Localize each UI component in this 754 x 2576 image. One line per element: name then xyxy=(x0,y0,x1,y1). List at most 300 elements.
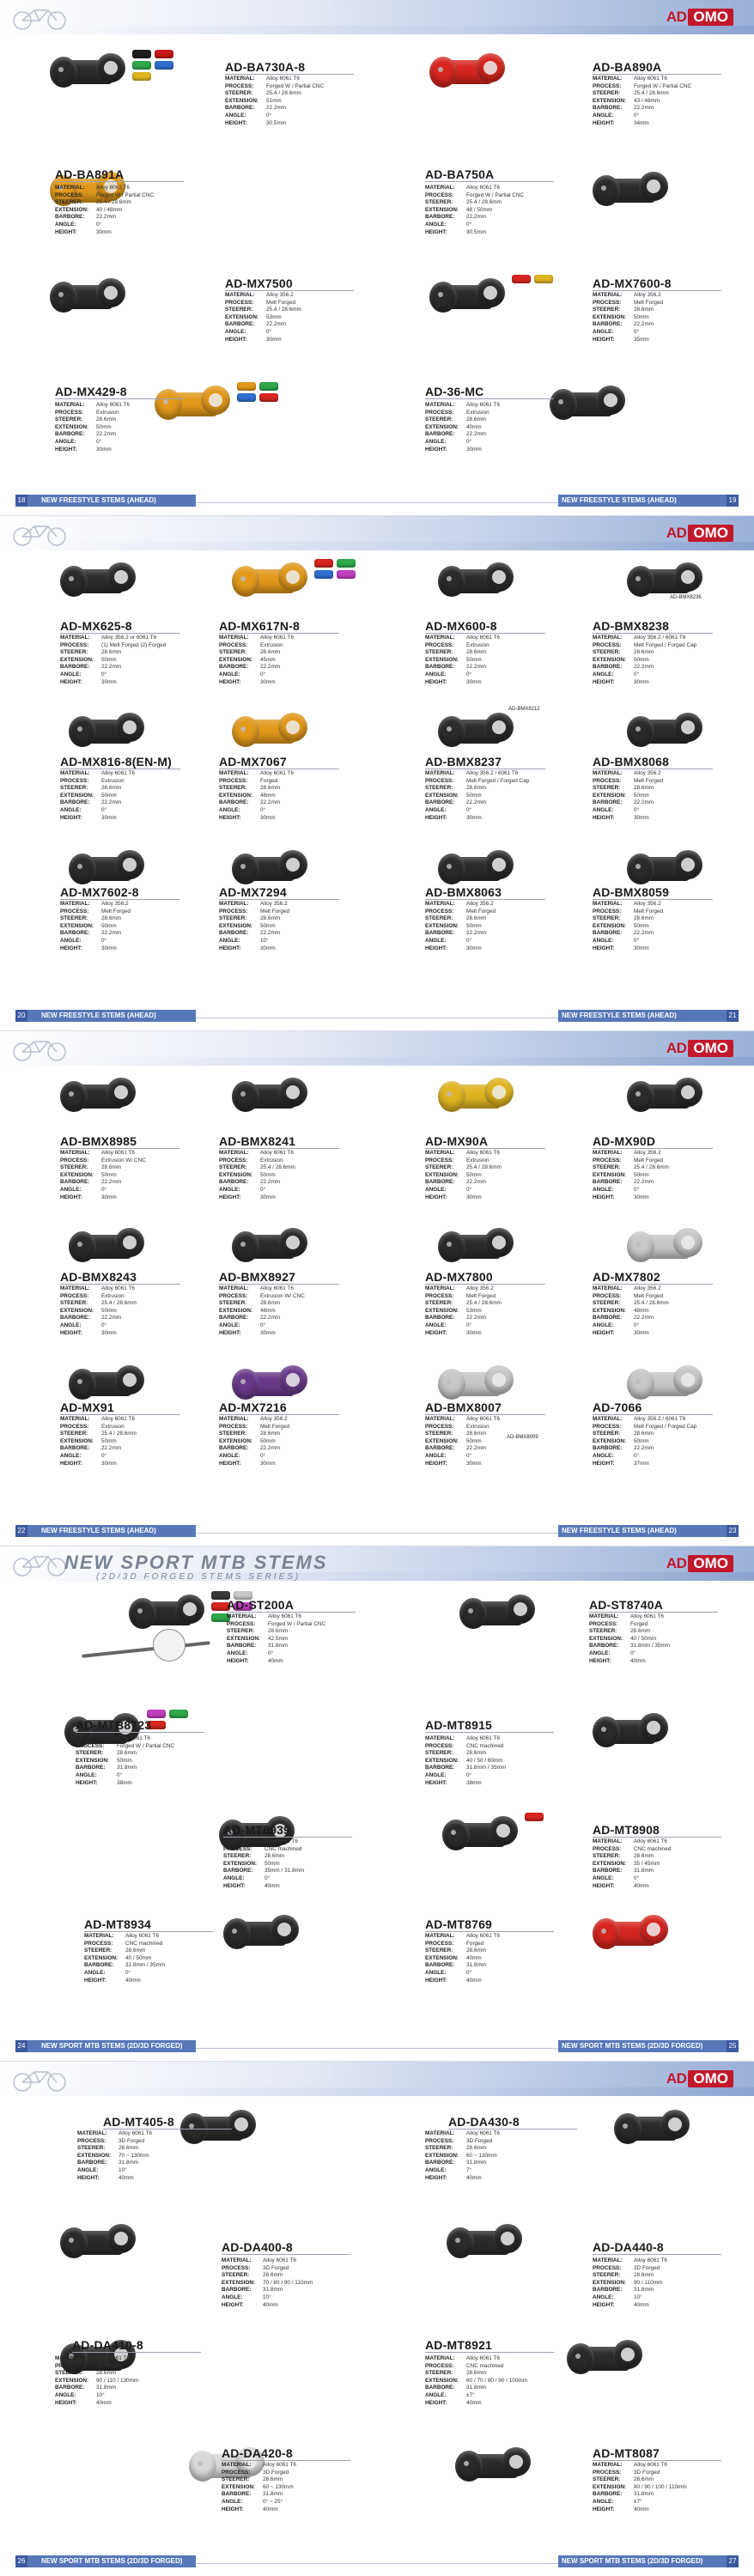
product-code: AD-MT8921 xyxy=(425,2338,493,2352)
spec-value: 25.4 / 28.6mm xyxy=(266,307,301,313)
spec-label: ANGLE: xyxy=(60,1321,82,1328)
steerer-clamp xyxy=(60,566,88,597)
color-variant-swatch xyxy=(237,393,256,402)
spec-value: 48 / 50mm xyxy=(466,206,493,213)
spec-row xyxy=(60,915,131,923)
steerer-clamp xyxy=(438,854,465,884)
spec-label: PROCESS: xyxy=(77,2137,106,2144)
bar-bore-hole xyxy=(234,2117,248,2131)
stem-product-image xyxy=(593,1710,668,1751)
product-code: AD-BMX8063 xyxy=(425,885,502,899)
spec-value: Melt Forged xyxy=(101,908,131,914)
spec-label: PROCESS: xyxy=(222,2264,251,2271)
spec-label: BARBORE: xyxy=(425,799,455,806)
spec-row xyxy=(77,2130,152,2138)
spec-row xyxy=(222,2491,296,2499)
bolt-hole xyxy=(601,1929,606,1934)
spec-value: 28.6mm xyxy=(260,1300,281,1307)
spec-value: 40mm xyxy=(466,423,482,430)
spec-value: 10° xyxy=(96,2391,105,2398)
stem-product-image xyxy=(129,1591,204,1632)
spec-label: PROCESS: xyxy=(55,409,84,416)
spec-label: PROCESS: xyxy=(593,1292,622,1299)
spec-label: HEIGHT: xyxy=(219,814,241,821)
product-code: AD-ST200A xyxy=(227,1598,295,1612)
spec-value: 28.6mm xyxy=(630,1628,651,1635)
spec-label: MATERIAL: xyxy=(425,1285,455,1291)
spec-row xyxy=(425,2175,500,2183)
spec-value: Extrusion W/ CNC xyxy=(260,1292,305,1299)
spec-row xyxy=(593,785,663,793)
spec-table xyxy=(593,770,663,822)
spec-label: HEIGHT: xyxy=(60,678,82,685)
spec-label: PROCESS: xyxy=(55,191,84,198)
spec-row xyxy=(223,1868,304,1875)
spec-label: BARBORE: xyxy=(60,664,90,671)
spec-row xyxy=(219,1322,305,1330)
spec-label: MATERIAL: xyxy=(222,2257,252,2263)
footer-left xyxy=(15,1010,196,1022)
steerer-clamp xyxy=(232,1231,259,1262)
spec-row xyxy=(55,2355,138,2363)
spec-label: MATERIAL: xyxy=(60,1285,90,1291)
spec-row xyxy=(593,76,691,83)
brand-logo-omo: OMO xyxy=(688,9,733,26)
spec-value: 22.2mm xyxy=(466,214,487,221)
spec-row xyxy=(60,807,135,815)
spec-row xyxy=(593,915,663,923)
bolt-hole xyxy=(438,292,443,297)
spec-label: HEIGHT: xyxy=(60,814,82,821)
stem-product-image xyxy=(223,1911,299,1953)
spec-value: Extrusion xyxy=(101,1423,125,1430)
spec-row xyxy=(593,1322,669,1330)
spec-row xyxy=(593,83,691,91)
spec-table xyxy=(593,2257,667,2309)
spec-value: 50mm xyxy=(101,1171,117,1178)
stem-product-image xyxy=(232,847,307,888)
spec-row xyxy=(425,635,500,642)
spec-value: Alloy 356.2 or 6061 T6 xyxy=(101,635,157,641)
spec-label: PROCESS: xyxy=(219,641,248,648)
spec-value: Alloy 6061 T6 xyxy=(634,2462,667,2468)
spec-value: 28.6mm xyxy=(466,2370,487,2377)
spec-label: ANGLE: xyxy=(593,1186,614,1193)
spec-row xyxy=(219,807,294,815)
spec-label: PROCESS: xyxy=(593,1157,622,1163)
spec-value: 60 / 70 / 80 / 90 / 100mm xyxy=(466,2377,528,2384)
spec-row xyxy=(425,901,496,908)
color-variant-swatch xyxy=(259,382,278,391)
steerer-clamp xyxy=(232,1369,259,1400)
spec-label: MATERIAL: xyxy=(593,2257,623,2263)
spec-row xyxy=(425,1978,500,1985)
color-variant-swatch xyxy=(512,275,531,283)
spec-row xyxy=(425,793,529,800)
catalog-page xyxy=(0,1030,754,1546)
spec-value: Alloy 6061 T6 xyxy=(263,2257,296,2263)
spec-value: 30mm xyxy=(634,1329,649,1336)
spec-row xyxy=(219,671,294,679)
spec-row xyxy=(593,1838,671,1846)
spec-row xyxy=(77,2160,152,2167)
spec-label: HEIGHT: xyxy=(425,1977,447,1984)
spec-label: HEIGHT: xyxy=(593,119,615,126)
spec-value: Melt Forged xyxy=(634,777,664,784)
stem-product-image xyxy=(60,1074,136,1115)
bolt-hole xyxy=(635,726,641,732)
stem-product-image xyxy=(627,709,702,750)
spec-label: BARBORE: xyxy=(219,1315,249,1321)
spec-row xyxy=(593,90,691,98)
spec-value: 31.8mm xyxy=(96,2385,117,2391)
spec-row xyxy=(593,2499,687,2506)
spec-label: HEIGHT: xyxy=(55,446,77,453)
spec-row xyxy=(593,2462,687,2470)
steerer-clamp xyxy=(155,389,182,420)
spec-value: 28.6mm xyxy=(466,1947,487,1954)
footer-left xyxy=(15,2040,196,2052)
spec-value: 50mm xyxy=(260,1437,276,1444)
spec-label: MATERIAL: xyxy=(219,770,249,776)
spec-value: 30mm xyxy=(634,945,649,951)
spec-row xyxy=(227,1643,325,1650)
steerer-clamp xyxy=(627,566,654,597)
spec-label: BARBORE: xyxy=(425,214,455,221)
spec-value: 0° xyxy=(466,1771,472,1778)
brand-logo-ad: AD xyxy=(666,525,687,541)
spec-row xyxy=(425,2355,527,2363)
bar-bore-hole xyxy=(492,858,506,872)
spec-value: 25.4 / 28.6mm xyxy=(634,1164,669,1171)
spec-row xyxy=(425,1179,502,1187)
spec-table xyxy=(84,1933,165,1984)
spec-label: ANGLE: xyxy=(425,1186,447,1193)
brand-logo xyxy=(666,1555,733,1572)
spec-row xyxy=(425,1765,506,1772)
product-code: AD-BMX8927 xyxy=(219,1270,296,1284)
spec-row xyxy=(425,1438,500,1446)
spec-value: 50mm xyxy=(117,1757,132,1764)
spec-label: EXTENSION: xyxy=(219,1437,253,1444)
spec-row xyxy=(425,938,496,945)
spec-value: 50mm xyxy=(101,922,117,929)
spec-value: Alloy 6061 T6 xyxy=(101,1150,135,1156)
spec-label: ANGLE: xyxy=(227,1649,248,1656)
product-code-underline xyxy=(425,899,545,900)
spec-row xyxy=(219,642,294,650)
spec-label: BARBORE: xyxy=(219,930,249,937)
product-code-underline xyxy=(55,181,184,182)
spec-row xyxy=(425,1780,506,1788)
spec-value: 30mm xyxy=(466,814,482,821)
spec-row xyxy=(84,1941,165,1948)
spec-row xyxy=(223,1838,304,1846)
spec-value: 31.8mm xyxy=(466,2160,487,2166)
spec-row xyxy=(60,1453,137,1461)
spec-label: ANGLE: xyxy=(55,221,76,228)
spec-row xyxy=(425,1322,502,1330)
spec-label: BARBORE: xyxy=(425,1179,455,1186)
spec-row xyxy=(223,1883,304,1891)
spec-value: CNC machined xyxy=(466,1742,504,1749)
product-code-underline xyxy=(222,2460,350,2461)
spec-label: ANGLE: xyxy=(593,112,614,118)
spec-label: MATERIAL: xyxy=(593,1838,623,1844)
stem-product-image xyxy=(627,1074,702,1115)
spec-row xyxy=(593,1293,669,1301)
spec-value: 30mm xyxy=(101,1194,117,1200)
spec-row xyxy=(593,1424,696,1431)
spec-table xyxy=(593,1838,671,1890)
spec-value: 0° xyxy=(634,1186,640,1193)
spec-row xyxy=(77,2153,152,2160)
product-code-underline xyxy=(60,633,180,634)
spec-value: 22.2mm xyxy=(466,664,487,671)
spec-label: BARBORE: xyxy=(593,105,623,112)
product-code-underline xyxy=(593,74,721,75)
spec-label: STEERER: xyxy=(593,785,621,792)
spec-label: STEERER: xyxy=(593,1164,621,1171)
spec-row xyxy=(60,901,131,908)
spec-value: 25.4 / 28.6mm xyxy=(260,1164,295,1171)
spec-row xyxy=(60,815,135,823)
spec-value: Alloy 356.2 xyxy=(634,1285,661,1291)
spec-value: 22.2mm xyxy=(466,1179,487,1186)
spec-table xyxy=(425,635,500,686)
footer-section-label: NEW SPORT MTB STEMS (2D/3D FORGED) xyxy=(562,2042,703,2050)
spec-value: Alloy 356.2 xyxy=(466,901,494,907)
spec-value: 30mm xyxy=(96,446,112,453)
spec-value: 22.2mm xyxy=(634,321,654,328)
spec-row xyxy=(425,1194,502,1202)
spec-value: 90 / 110mm xyxy=(634,2279,663,2286)
spec-label: ANGLE: xyxy=(425,806,447,813)
spec-label: ANGLE: xyxy=(425,937,447,944)
product-code-underline xyxy=(219,1148,339,1149)
spec-label: ANGLE: xyxy=(425,221,447,228)
spec-value: 50mm xyxy=(634,313,649,320)
spec-label: EXTENSION: xyxy=(55,2377,89,2384)
spec-row xyxy=(55,447,130,454)
spec-table xyxy=(593,635,696,686)
spec-value: 35mm xyxy=(634,336,649,343)
spec-label: HEIGHT: xyxy=(60,1194,82,1200)
spec-value: 31.8mm xyxy=(263,2491,283,2498)
page-number: 27 xyxy=(727,2555,739,2567)
spec-row xyxy=(593,1150,669,1157)
spec-label: MATERIAL: xyxy=(425,635,455,641)
product-code-underline xyxy=(425,633,545,634)
spec-row xyxy=(55,416,130,424)
spec-label: BARBORE: xyxy=(593,930,623,937)
spec-value: 0° xyxy=(466,1186,472,1193)
product-code-underline xyxy=(55,398,184,399)
spec-table xyxy=(219,770,294,822)
spec-label: ANGLE: xyxy=(76,1771,97,1778)
spec-label: ANGLE: xyxy=(593,1452,614,1459)
spec-value: Alloy 6061 T6 xyxy=(466,1416,500,1422)
product-code: AD-MT8939 xyxy=(223,1823,291,1837)
spec-row xyxy=(55,2392,138,2400)
spec-value: 30mm xyxy=(260,1329,276,1336)
spec-row xyxy=(219,635,294,642)
brand-logo xyxy=(666,9,733,26)
stem-product-image xyxy=(627,847,702,888)
spec-value: 34mm xyxy=(634,119,649,126)
spec-label: BARBORE: xyxy=(55,214,85,221)
spec-label: PROCESS: xyxy=(425,409,454,416)
spec-row xyxy=(223,1875,304,1883)
spec-row xyxy=(55,214,154,222)
spec-row xyxy=(425,1300,502,1308)
spec-table xyxy=(593,1150,669,1201)
spec-label: HEIGHT: xyxy=(425,228,447,235)
spec-row xyxy=(425,2363,527,2371)
spec-row xyxy=(593,799,663,807)
spec-label: PROCESS: xyxy=(76,1742,105,1749)
stem-product-image xyxy=(232,1074,307,1115)
spec-value: 43 / 48mm xyxy=(634,97,660,104)
spec-label: HEIGHT: xyxy=(60,945,82,951)
stem-product-image xyxy=(627,1224,702,1266)
spec-value: 28.6mm xyxy=(634,2272,654,2279)
spec-row xyxy=(225,112,324,120)
bolt-hole xyxy=(69,576,74,581)
steerer-clamp xyxy=(232,1081,259,1112)
product-code: AD-MX7800 xyxy=(425,1270,493,1284)
spec-value: Alloy 6061 T6 xyxy=(119,2130,152,2136)
spec-value: 53mm xyxy=(466,1307,482,1314)
product-code-underline xyxy=(60,1414,180,1415)
spec-row xyxy=(60,635,166,642)
spec-row xyxy=(425,1150,502,1157)
steerer-clamp xyxy=(50,57,77,88)
spec-label: HEIGHT: xyxy=(222,2301,244,2308)
spec-value: 3D Forged xyxy=(96,2362,123,2369)
spec-row xyxy=(593,1179,669,1187)
steerer-clamp xyxy=(438,1081,465,1112)
stem-product-image xyxy=(438,1074,514,1115)
spec-label: EXTENSION: xyxy=(593,1860,627,1867)
bolt-hole xyxy=(635,1379,641,1384)
spec-label: MATERIAL: xyxy=(77,2130,107,2136)
spec-value: 30mm xyxy=(466,678,482,685)
spec-table xyxy=(219,1150,295,1201)
product-code: AD-BMX8059 xyxy=(593,885,670,899)
spec-row xyxy=(593,1453,696,1461)
bar-bore-hole xyxy=(681,1373,695,1387)
spec-value: 31.8mm xyxy=(466,2385,487,2391)
spec-label: BARBORE: xyxy=(593,2287,623,2293)
spec-value: 50mm xyxy=(466,1171,482,1178)
spec-label: PROCESS: xyxy=(589,1620,618,1627)
spec-label: EXTENSION: xyxy=(60,1171,94,1178)
spec-row xyxy=(593,1172,669,1180)
spec-row xyxy=(55,402,130,410)
spec-row xyxy=(593,321,663,329)
spec-row xyxy=(593,1438,696,1446)
spec-label: STEERER: xyxy=(225,307,253,313)
spec-row xyxy=(425,1157,502,1165)
spec-value: Alloy 356.2 xyxy=(634,1150,661,1156)
footer-section-label: NEW FREESTYLE STEMS (AHEAD) xyxy=(41,1012,156,1019)
spec-row xyxy=(84,1933,165,1941)
spec-row xyxy=(593,793,663,800)
product-code: AD-DA400-8 xyxy=(222,2240,293,2254)
spec-label: STEERER: xyxy=(84,1947,112,1954)
product-code-underline xyxy=(84,1931,213,1932)
spec-label: MATERIAL: xyxy=(593,1416,623,1422)
spec-value: 3D Forged xyxy=(466,2137,493,2144)
spec-value: 0° xyxy=(466,1321,472,1328)
spec-value: CNC machined xyxy=(125,1940,163,1947)
steerer-clamp xyxy=(69,716,96,747)
spec-label: PROCESS: xyxy=(225,299,254,306)
spec-value: 28.6mm xyxy=(634,1853,654,1860)
bar-bore-hole xyxy=(681,570,695,584)
bolt-hole xyxy=(468,1608,473,1613)
spec-value: 37mm xyxy=(634,1460,649,1467)
spec-label: MATERIAL: xyxy=(60,770,90,776)
spec-row xyxy=(593,938,663,945)
spec-row xyxy=(425,229,524,237)
stem-product-image xyxy=(69,847,144,888)
spec-label: ANGLE: xyxy=(60,1452,82,1459)
spec-label: EXTENSION: xyxy=(425,792,459,799)
stem-product-image xyxy=(447,2221,522,2262)
spec-value: 22.2mm xyxy=(260,1179,281,1186)
product-code: AD-36-MC xyxy=(425,385,484,398)
spec-label: HEIGHT: xyxy=(77,2174,100,2181)
spec-label: ANGLE: xyxy=(593,328,614,335)
spec-label: ANGLE: xyxy=(84,1969,106,1976)
spec-label: HEIGHT: xyxy=(227,1657,249,1664)
product-code: AD-DA410-8 xyxy=(72,2338,143,2352)
spec-value: 28.6mm xyxy=(634,307,654,313)
spec-row xyxy=(84,1955,165,1963)
spec-row xyxy=(589,1650,670,1658)
spec-label: EXTENSION: xyxy=(593,97,627,104)
spec-row xyxy=(425,402,500,410)
color-variant-swatch xyxy=(132,50,151,58)
spec-label: EXTENSION: xyxy=(425,922,459,929)
spec-value: 0° xyxy=(101,806,107,813)
spec-row xyxy=(425,1315,502,1322)
product-code: AD-MX816-8(EN-M) xyxy=(60,755,172,769)
spec-label: BARBORE: xyxy=(589,1643,619,1649)
spec-label: MATERIAL: xyxy=(425,2130,455,2136)
product-code-underline xyxy=(425,1284,545,1285)
steerer-clamp xyxy=(627,854,654,884)
spec-value: 28.6mm xyxy=(101,649,122,656)
spec-value: 3D Forged xyxy=(263,2469,289,2476)
spec-row xyxy=(425,1285,502,1293)
spec-row xyxy=(425,2130,500,2138)
bar-bore-hole xyxy=(604,393,617,407)
header-band xyxy=(0,2087,754,2096)
spec-value: 50mm xyxy=(96,423,112,430)
footer-section-label: NEW SPORT MTB STEMS (2D/3D FORGED) xyxy=(562,2557,703,2565)
spec-label: EXTENSION: xyxy=(60,656,94,663)
bolt-hole xyxy=(77,726,82,732)
spec-label: BARBORE: xyxy=(593,1315,623,1321)
spec-value: 10° xyxy=(634,2293,642,2300)
spec-value: 90 / 110 / 130mm xyxy=(96,2377,139,2384)
spec-row xyxy=(593,1187,669,1194)
spec-row xyxy=(55,185,154,192)
spec-label: HEIGHT: xyxy=(219,1329,241,1336)
